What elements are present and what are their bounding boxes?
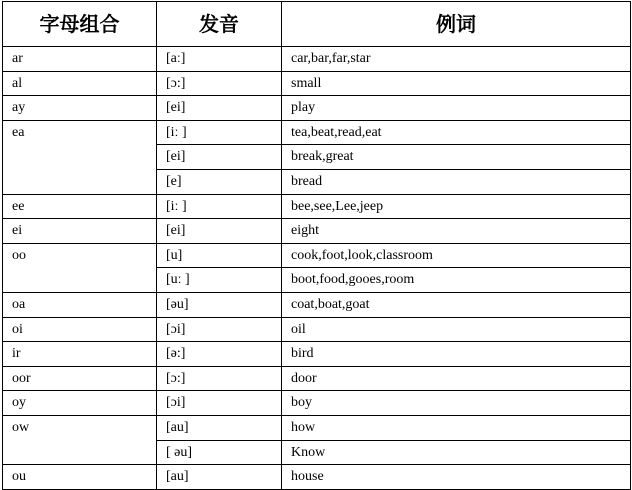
table-row [3, 47, 631, 72]
header-letter-combination: 字母组合 [3, 2, 157, 47]
example-words-cell: play [282, 96, 631, 121]
example-words-cell: house [282, 465, 631, 490]
example-words-cell: break,great [282, 145, 631, 170]
example-words-cell: door [282, 366, 631, 391]
letter-combination-cell: oa [3, 292, 157, 317]
example-words-cell: boy [282, 391, 631, 416]
example-words-cell: boot,food,gooes,room [282, 268, 631, 293]
phonics-table [2, 1, 631, 490]
pronunciation-cell: [au] [157, 465, 282, 490]
pronunciation-cell: [ei] [157, 96, 282, 121]
pronunciation-cell: [e] [157, 169, 282, 194]
letter-combination-cell: oo [3, 243, 157, 292]
pronunciation-cell: [ɔi] [157, 317, 282, 342]
table-row [3, 292, 631, 317]
letter-combination-cell: ow [3, 415, 157, 464]
example-words-cell: bread [282, 169, 631, 194]
letter-combination-cell: ou [3, 465, 157, 490]
pronunciation-cell: [u] [157, 243, 282, 268]
table-row [3, 219, 631, 244]
letter-combination-cell: ir [3, 342, 157, 367]
letter-combination-cell: oy [3, 391, 157, 416]
table-row [3, 317, 631, 342]
pronunciation-cell: [ə:] [157, 342, 282, 367]
letter-combination-cell: ar [3, 47, 157, 72]
example-words-cell: bee,see,Lee,jeep [282, 194, 631, 219]
pronunciation-cell: [ɔ:] [157, 366, 282, 391]
header-example-words: 例词 [282, 2, 631, 47]
table-row [3, 342, 631, 367]
pronunciation-cell: [əu] [157, 292, 282, 317]
example-words-cell: oil [282, 317, 631, 342]
header-pronunciation: 发音 [157, 2, 282, 47]
pronunciation-cell: [ əu] [157, 440, 282, 465]
table-row [3, 243, 631, 268]
pronunciation-cell: [aː] [157, 47, 282, 72]
table-body [3, 47, 631, 490]
letter-combination-cell: oi [3, 317, 157, 342]
pronunciation-cell: [ɔi] [157, 391, 282, 416]
table-row [3, 71, 631, 96]
pronunciation-cell: [iː ] [157, 120, 282, 145]
table-row [3, 391, 631, 416]
example-words-cell: cook,foot,look,classroom [282, 243, 631, 268]
pronunciation-cell: [ei] [157, 219, 282, 244]
example-words-cell: small [282, 71, 631, 96]
table-row [3, 194, 631, 219]
example-words-cell: tea,beat,read,eat [282, 120, 631, 145]
pronunciation-cell: [au] [157, 415, 282, 440]
example-words-cell: coat,boat,goat [282, 292, 631, 317]
pronunciation-cell: [uː ] [157, 268, 282, 293]
table-row [3, 366, 631, 391]
letter-combination-cell: ay [3, 96, 157, 121]
header-row [3, 2, 631, 47]
table-row [3, 120, 631, 145]
example-words-cell: Know [282, 440, 631, 465]
example-words-cell: eight [282, 219, 631, 244]
example-words-cell: car,bar,far,star [282, 47, 631, 72]
pronunciation-cell: [ɔ:] [157, 71, 282, 96]
table-row [3, 415, 631, 440]
example-words-cell: how [282, 415, 631, 440]
table-row [3, 96, 631, 121]
example-words-cell: bird [282, 342, 631, 367]
letter-combination-cell: oor [3, 366, 157, 391]
letter-combination-cell: al [3, 71, 157, 96]
pronunciation-cell: [iː ] [157, 194, 282, 219]
pronunciation-cell: [ei] [157, 145, 282, 170]
letter-combination-cell: ei [3, 219, 157, 244]
letter-combination-cell: ee [3, 194, 157, 219]
letter-combination-cell: ea [3, 120, 157, 194]
